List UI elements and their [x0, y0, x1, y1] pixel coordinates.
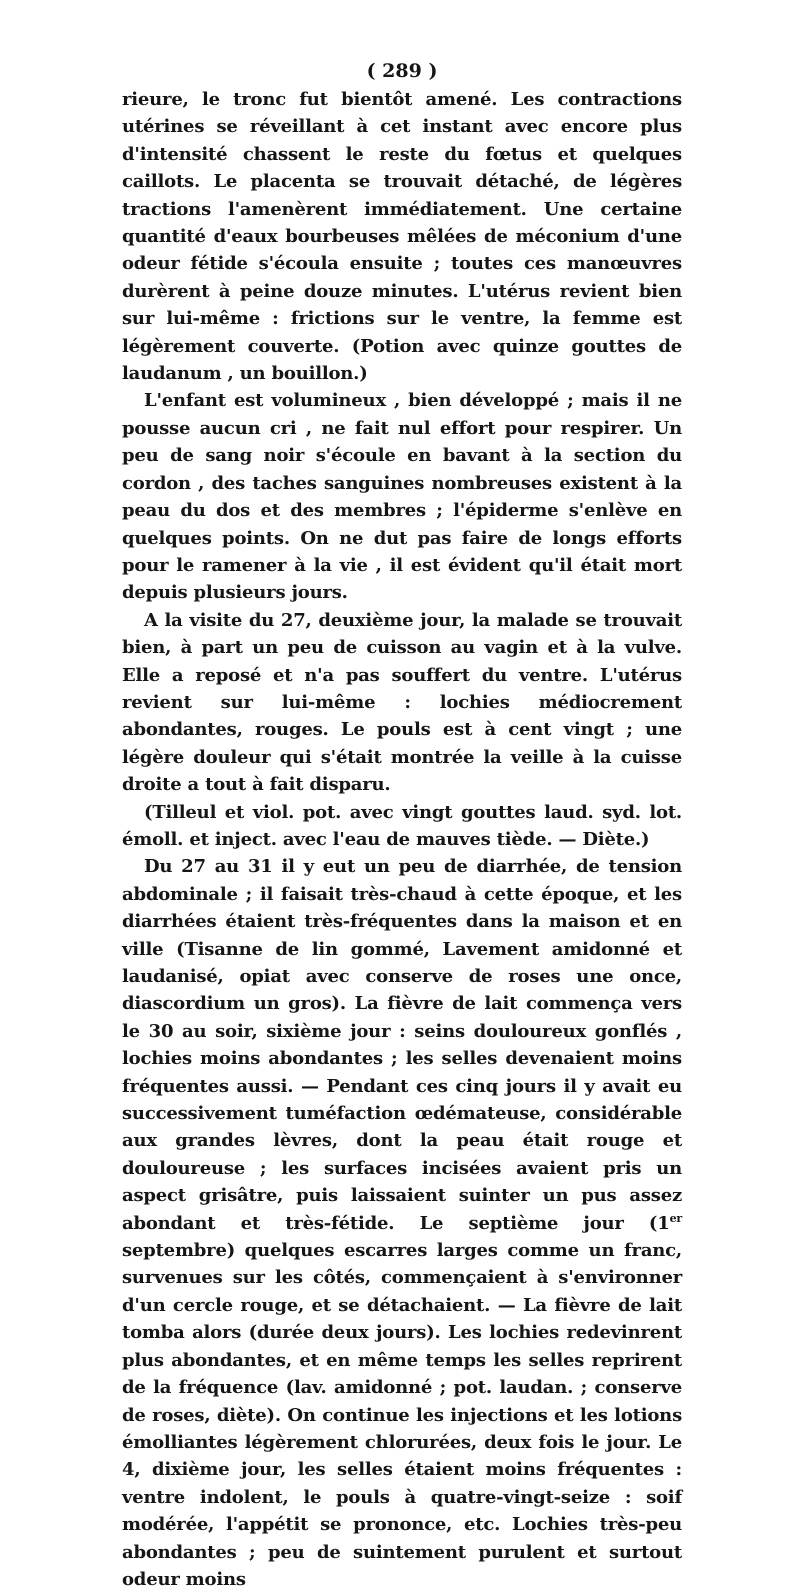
paragraph-second-day: A la visite du 27, deuxième jour, la malade se trouvait bien, à part un peu de cuisson au vagin et à la vulve. Elle a reposé et n'a pas souffert du ventre. L'utérus revient sur lui-même : lochies médiocrement abondantes, rouges. Le pouls est à cent vingt ; une légère douleur qui s'était montrée la veille à la cuisse droite a tout à fait disparu. [122, 609, 682, 796]
paragraph-infant: L'enfant est volumineux , bien développé ; mais il ne pousse aucun cri , ne fait nul effort pour respirer. Un peu de sang noir s'écoule en bavant à la section du cordon , des taches sanguines nombreuses existent à la peau du dos et des membres ; l'épiderme s'enlève en quelques points. On ne dut pas faire de longs efforts pour le ramener à la vie , il est évident qu'il était mort depuis plusieurs jours. [122, 390, 682, 604]
paragraph-course-part-1: Du 27 au 31 il y eut un peu de diarrhée, de tension abdominale ; il faisait très-chaud à cette époque, et les diarrhées étaient très-fréquentes dans la maison et en ville (Tisanne de lin gommé, Lavement amidonné et laudanisé, opiat avec conserve de roses une once, diascordium un gros). La fièvre de lait commença vers le 30 au soir, sixième jour : seins douloureux gonflés , lochies moins abondantes ; les selles devenaient moins fréquentes aussi. — Pendant ces cinq jours il y avait eu successivement tuméfaction œdémateuse, considérable aux grandes lèvres, dont la peau était rouge et douloureuse ; les surfaces incisées avaient pris un aspect grisâtre, puis laissaient suinter un pus assez abondant et très-fétide. Le septième jour ( [122, 856, 682, 1234]
paragraph-course [122, 853, 682, 1593]
page-number: ( 289 ) [366, 60, 438, 82]
paragraph-course-part-2: septembre) quelques escarres larges comme un franc, survenues sur les côtés, commençaient à s'environner d'un cercle rouge, et se détachaient. — La fièvre de lait tomba alors (durée deux jours). Les lochies redevinrent plus abondantes, et en même temps les selles reprirent de la fréquence (lav. amidonné ; pot. laudan. ; conserve de roses, diète). On continue les injections et les lotions émolliantes légèrement chlorurées, deux fois le jour. Le 4, dixième jour, les selles étaient moins fréquentes : ventre indolent, le pouls à quatre-vingt-seize : soif modérée, l'appétit se prononce, etc. Lochies très-peu abondantes ; peu de suintement purulent et surtout odeur moins [122, 1240, 682, 1590]
ordinal-suffix: er [669, 1211, 682, 1225]
paragraph-prescription: (Tilleul et viol. pot. avec vingt gouttes laud. syd. lot. émoll. et inject. avec l'eau de mauves tiède. — Diète.) [122, 801, 682, 850]
book-page [122, 58, 682, 1593]
paragraph-delivery: rieure, le tronc fut bientôt amené. Les contractions utérines se réveillant à cet instant avec encore plus d'intensité chassent le reste du fœtus et quelques caillots. Le placenta se trouvait détaché, de légères tractions l'amenèrent immédiatement. Une certaine quantité d'eaux bourbeuses mêlées de méconium d'une odeur fétide s'écoula ensuite ; toutes ces manœuvres durèrent à peine douze minutes. L'utérus revient bien sur lui-même : frictions sur le ventre, la femme est légèrement couverte. (Potion avec quinze gouttes de laudanum , un bouillon.) [122, 89, 682, 385]
ordinal-number: 1 [657, 1212, 670, 1234]
